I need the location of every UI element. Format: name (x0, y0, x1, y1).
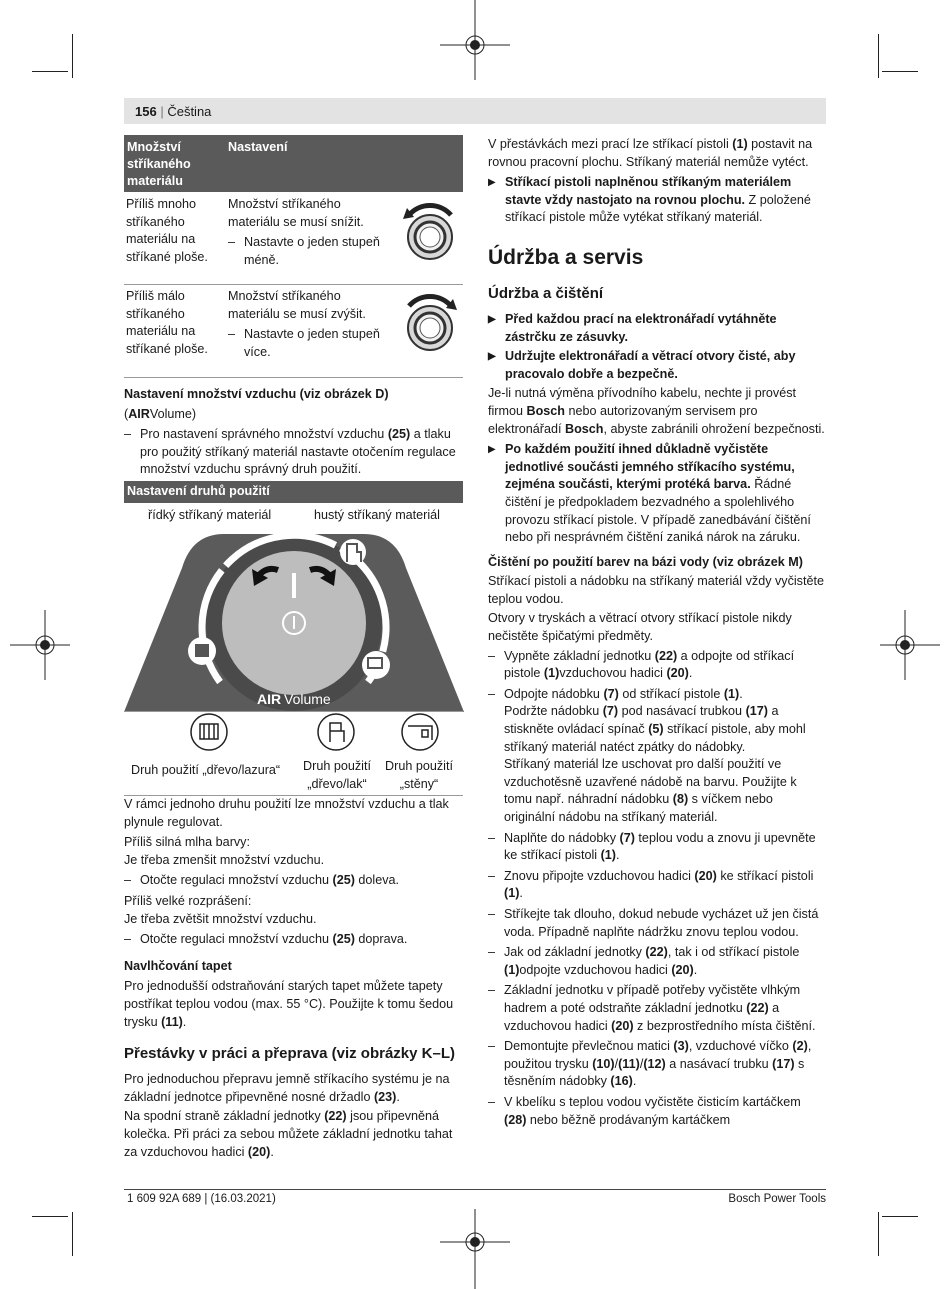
air-volume-dial (124, 528, 464, 712)
para-atomization: Příliš velké rozprášení: (124, 893, 252, 908)
heading-breaks-transport: Přestávky v práci a přeprava (viz obrázky K–L) (124, 1045, 455, 1063)
text-span: Po každém použití ihned důkladně vyčistěte jednotlivé součásti jemného stříkacího systému, zejména součásti, kterými protéká barva. (505, 442, 795, 492)
para-warm-water: Stříkací pistoli a nádobku na stříkaný materiál vždy vyčistěte teplou vodou. (488, 574, 824, 606)
registration-mark-top (440, 0, 510, 80)
wall-icon (400, 712, 440, 752)
step-switch-off: – Vypněte základní jednotku (22) a odpojte od stříkací pistole (1)vzduchovou hadici (20). (488, 648, 826, 683)
text-span: a tlaku pro použitý stříkaný materiál nastavte otočením regulace množství vzduchu správný druh použití. (140, 427, 456, 477)
text-span: Je-li nutná výměna přívodního kabelu, nechte ji provést firmou (488, 386, 797, 418)
text-span: , abyste zabránili ohrožení bezpečnosti. (603, 421, 825, 436)
table1-col2-header: Nastavení (228, 140, 288, 154)
item-turn-left (124, 872, 464, 890)
text-span: Řádné čištění je předpokladem bezvadného a spolehlivého provozu stříkací pistole. V případě zanedbávání čištění nebo při nesprávném čištění zaniká nárok na záruku. (505, 477, 811, 545)
right-column (488, 136, 826, 1129)
radiator-icon (189, 712, 229, 752)
text-span: nebo autorizovaným servisem pro elektronářadí (488, 403, 758, 436)
footer-doc-id: 1 609 92A 689 | (16.03.2021) (127, 1193, 276, 1205)
brand-air: AIR (128, 406, 150, 421)
text-span: Pro jednodušší odstraňování starých tapet můžete tapety postříkat teplou vodou (max. 55 °C). Použijte k tomu šedou trysku (124, 979, 454, 1029)
table2-header-label: Nastavení druhů použití (127, 484, 270, 498)
footer-rule (124, 1189, 826, 1190)
step-disassemble: – Demontujte převlečnou matici (3), vzduchové víčko (2), použitou trysku (10)/(11)/(12) a nasávací trubku (17) s těsněním nádobky (16). (488, 1038, 826, 1091)
text-span: doleva. (354, 873, 400, 888)
dial-air-label: AIR (257, 691, 282, 707)
text-span: doprava. (354, 932, 408, 947)
scale-right-label: hustý stříkaný materiál (314, 508, 440, 522)
brand-name: Bosch (526, 403, 565, 418)
crop-mark (882, 71, 918, 72)
use-label-wood-stain: Druh použití „dřevo/lazura“ (131, 763, 281, 777)
table1-row2-text: Množství stříkaného materiálu se musí zvýšit. (228, 289, 366, 321)
text-span: jsou připevněná kolečka. Při práci za sebou můžete základní jednotku tahat za vzduchovou hadici (124, 1109, 453, 1159)
step-disconnect-hose: – Jak od základní jednotky (22), tak i od stříkací pistole (1)odpojte vzduchovou hadici (20). (488, 944, 826, 979)
para-breaks (488, 136, 826, 171)
step-detach-container: – Odpojte nádobku (7) od stříkací pistole (1). Podržte nádobku (7) pod nasávací trubkou (17) a stiskněte ovládací spínač (5) stříkací pistole, aby mohl stříkaný materiál natéct zpátky do nádobky. Stříkaný materiál lze uschovat pro další použití ve vzduchotěsně uzavřené nádobě na barvu. Použijte k tomu např. náhradní nádobku (8) s víčkem nebo originální nádobu na stříkaný materiál. (488, 686, 826, 827)
table1-row2-condition: Příliš málo stříkaného materiálu na stříkané ploše. (126, 289, 208, 356)
text-span: Otočte regulaci množství vzduchu (140, 873, 333, 888)
ref-number: (20) (247, 1144, 271, 1159)
scale-left-label: řídký stříkaný materiál (148, 508, 272, 522)
registration-mark-right (880, 610, 940, 680)
crop-mark (878, 34, 879, 78)
crop-mark (72, 1212, 73, 1256)
text-span: Z položené stříkací pistole může vytékat stříkaný materiál. (505, 192, 811, 225)
heading-maintenance-service: Údržba a servis (488, 245, 644, 269)
ref-number: (25) (332, 932, 355, 947)
air-brand-line (124, 406, 464, 424)
text-span: . (396, 1089, 400, 1104)
ref-number: (1) (732, 137, 748, 151)
warning-clean-after-use (488, 441, 826, 547)
table1-divider (124, 284, 463, 285)
table1-col1-header: Množství stříkaného materiálu (127, 140, 191, 188)
text-span: Otočte regulaci množství vzduchu (140, 932, 333, 947)
ref-number: (23) (373, 1089, 397, 1104)
para-cable (488, 385, 826, 438)
text-span: Pro jednoduchou přepravu jemně stříkacího systému je na základní jednotce připevněné nosné držadlo (124, 1072, 450, 1104)
para-reduce: Je třeba zmenšit množství vzduchu. (124, 852, 325, 867)
dial-volume-label: Volume (284, 691, 331, 707)
registration-mark-bottom (440, 1209, 510, 1289)
ref-number: (25) (332, 873, 355, 888)
footer-brand: Bosch Power Tools (728, 1193, 826, 1205)
table1-row1-condition: Příliš mnoho stříkaného materiálu na stříkané ploše. (126, 197, 208, 264)
header-bar (124, 98, 826, 124)
text-span: . (270, 1144, 274, 1159)
table1-row2-step: – Nastavte o jeden stupeň více. (228, 326, 393, 361)
para-wheels (124, 1108, 464, 1161)
warning-unplug: ▶ Před každou prací na elektronářadí vytáhněte zástrčku ze zásuvky. (488, 311, 826, 346)
brand-volume: Volume (149, 406, 192, 421)
crop-mark (72, 34, 73, 78)
text-span: . (182, 1014, 187, 1029)
text-span: V přestávkách mezi prací lze stříkací pistoli (488, 137, 733, 151)
table1-row2-setting (228, 288, 393, 361)
table1-bottom-rule (124, 377, 463, 378)
crop-mark (882, 1216, 918, 1217)
table1-header (124, 135, 463, 192)
air-instruction (124, 426, 464, 479)
brand-name: Bosch (565, 421, 604, 436)
para-increase: Je třeba zvětšit množství vzduchu. (124, 911, 317, 926)
para-regulation: V rámci jednoho druhu použití lze množství vzduchu a tlak plynule regulovat. (124, 797, 449, 829)
para-handle (124, 1071, 464, 1106)
item-turn-right (124, 931, 464, 949)
use-label-wood-lacquer: Druh použití „dřevo/lak“ (303, 759, 371, 791)
use-label-walls: Druh použití „stěny“ (385, 759, 453, 791)
table2-header (124, 481, 463, 503)
air-section (124, 386, 464, 479)
warning-upright (488, 174, 826, 227)
crop-mark (32, 1216, 68, 1217)
air-heading: Nastavení množství vzduchu (viz obrázek D) (124, 387, 389, 401)
para-mist: Příliš silná mlha barvy: (124, 835, 250, 850)
step-spray-water: – Stříkejte tak dlouho, dokud nebude vycházet už jen čistá voda. Případně naplňte nádržku znovu teplou vodou. (488, 906, 826, 941)
text-span: Na spodní straně základní jednotky (124, 1109, 325, 1124)
step-wipe-unit: – Základní jednotku v případě potřeby vyčistěte vlhkým hadrem a poté odstraňte základní jednotku (22) a vzduchovou hadici (20) z bezprostředního místa čištění. (488, 982, 826, 1035)
ref-number: (22) (324, 1109, 347, 1124)
ref-number: (11) (161, 1014, 183, 1029)
paren-close: ) (191, 406, 197, 421)
text-span: Pro nastavení správného množství vzduchu (140, 427, 388, 442)
paren-open: ( (124, 406, 129, 421)
chair-icon (316, 712, 356, 752)
left-body (124, 796, 464, 1161)
heading-maintenance-cleaning: Údržba a čištění (488, 284, 604, 302)
page-language: Čeština (167, 104, 212, 119)
para-wallpaper (124, 978, 464, 1031)
page-number: 156 (135, 104, 157, 119)
text-span: Stříkací pistoli naplněnou stříkaným materiálem stavte vždy nastojato na rovnou plochu. (505, 175, 792, 207)
warning-clean-vents: ▶ Udržujte elektronářadí a větrací otvory čisté, aby pracovalo dobře a bezpečně. (488, 348, 826, 383)
text-span: postavit na rovnou pracovní plochu. Stříkaný materiál nemůže vytéct. (488, 137, 813, 169)
table1-row1-step: – Nastavte o jeden stupeň méně. (228, 234, 393, 269)
crop-mark (878, 1212, 879, 1256)
step-brush-clean: – V kbelíku s teplou vodou vyčistěte čisticím kartáčkem (28) nebo běžně prodávaným kartáčkem (488, 1094, 826, 1129)
table1-row1-setting (228, 196, 393, 269)
heading-wallpaper: Navlhčování tapet (124, 958, 232, 973)
step-reconnect-hose: – Znovu připojte vzduchovou hadici (20) ke stříkací pistoli (1). (488, 868, 826, 903)
registration-mark-left (10, 610, 70, 680)
step-fill-water: – Naplňte do nádobky (7) teplou vodu a znovu ji upevněte ke stříkací pistoli (1). (488, 830, 826, 865)
table1-row1-text: Množství stříkaného materiálu se musí snížit. (228, 197, 364, 229)
crop-mark (32, 71, 68, 72)
knob-decrease-icon (397, 195, 463, 267)
page-header: 156 | Čeština (135, 104, 212, 119)
knob-increase-icon (397, 286, 463, 358)
ref-number: (25) (387, 427, 411, 442)
heading-water-cleaning: Čištění po použití barev na bázi vody (viz obrázek M) (488, 554, 803, 569)
para-no-sharp: Otvory v tryskách a větrací otvory stříkací pistole nikdy nečistěte špičatými předměty. (488, 611, 792, 644)
